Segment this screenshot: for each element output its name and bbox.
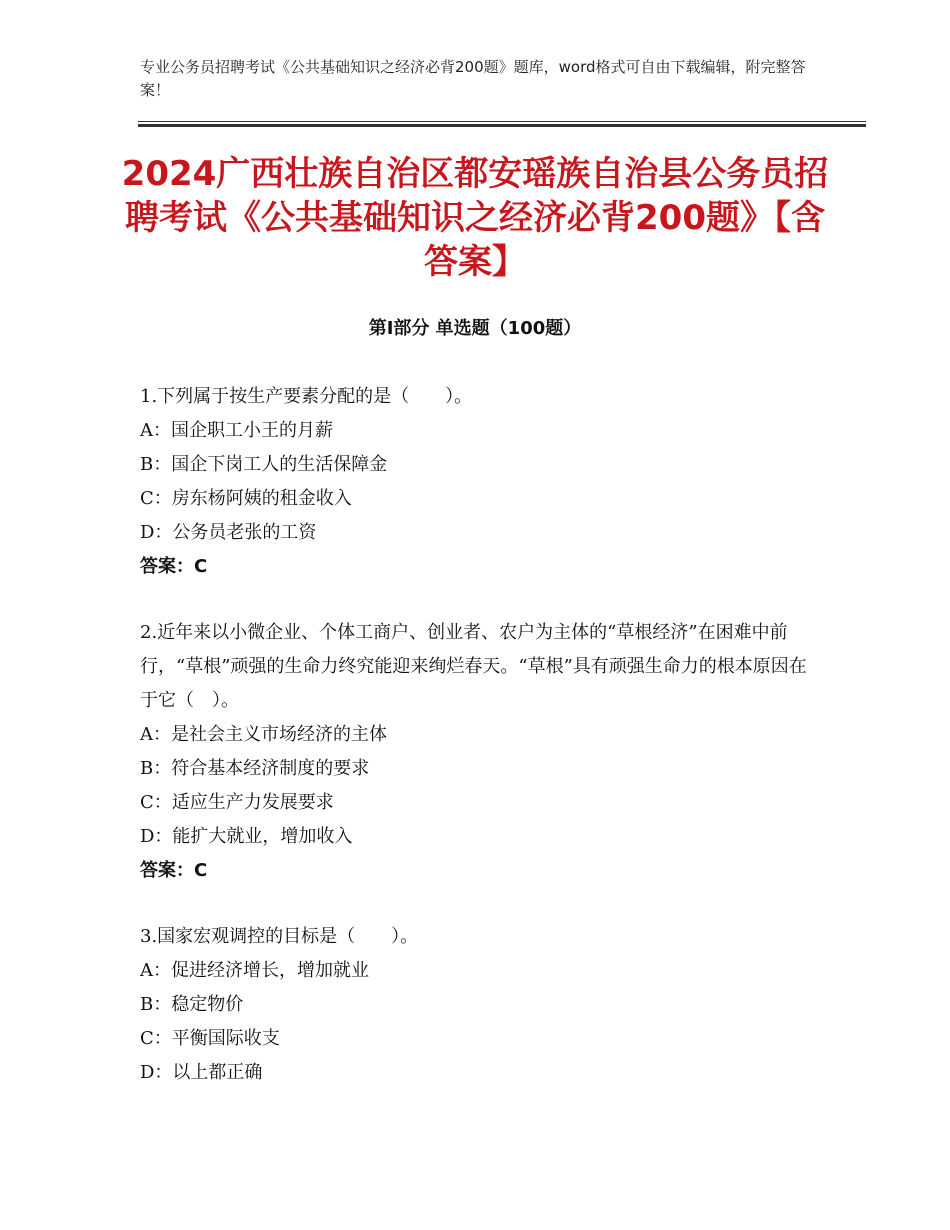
header-divider-thick (138, 124, 866, 127)
question-list (140, 380, 820, 1122)
option-a: A：是社会主义市场经济的主体 (140, 724, 387, 745)
document-title: 2024广西壮族自治区都安瑶族自治县公务员招聘考试《公共基础知识之经济必背200题》【含答案】 (121, 154, 829, 282)
question-stem: 1.下列属于按生产要素分配的是（ ）。 (140, 386, 473, 407)
option-d: D：能扩大就业，增加收入 (140, 826, 353, 847)
option-c: C：适应生产力发展要求 (140, 792, 334, 813)
option-b: B：国企下岗工人的生活保障金 (140, 454, 388, 475)
section-title: 第Ⅰ部分 单选题（100题） (368, 318, 582, 339)
option-b: B：符合基本经济制度的要求 (140, 758, 370, 779)
option-c: C：房东杨阿姨的租金收入 (140, 488, 352, 509)
option-c: C：平衡国际收支 (140, 1028, 280, 1049)
answer-label: 答案：C (140, 860, 208, 881)
option-a: A：国企职工小王的月薪 (140, 420, 333, 441)
header-note: 专业公务员招聘考试《公共基础知识之经济必背200题》题库，word格式可自由下载编辑，附完整答案！ (140, 58, 806, 99)
question-2 (140, 616, 820, 888)
question-1 (140, 380, 820, 584)
option-b: B：稳定物价 (140, 994, 244, 1015)
option-d: D：公务员老张的工资 (140, 522, 317, 543)
option-a: A：促进经济增长，增加就业 (140, 960, 369, 981)
option-d: D：以上都正确 (140, 1062, 263, 1083)
answer-label: 答案：C (140, 556, 208, 577)
question-stem: 2.近年来以小微企业、个体工商户、创业者、农户为主体的“草根经济”在困难中前行，“草根”顽强的生命力终究能迎来绚烂春天。“草根”具有顽强生命力的根本原因在于它（ ）。 (140, 622, 807, 711)
header-divider-thin (138, 121, 866, 122)
question-3 (140, 920, 820, 1090)
question-stem: 3.国家宏观调控的目标是（ ）。 (140, 926, 419, 947)
